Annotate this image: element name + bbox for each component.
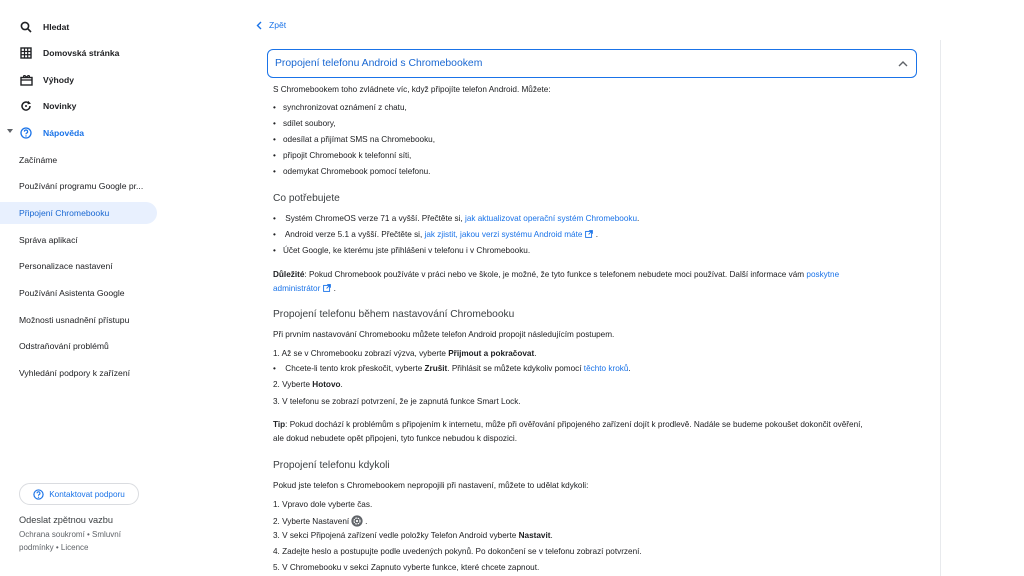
sidebar-item-accessibility[interactable]: Možnosti usnadnění přístupu [19,315,130,325]
sidebar-item-label: Výhody [43,75,75,85]
back-label: Zpět [269,20,287,30]
update-os-link[interactable]: jak aktualizovat operační systém Chromebooku [465,214,638,223]
admin-link-part1[interactable]: poskytne [806,270,840,279]
contact-support-label: Kontaktovat podporu [49,489,125,499]
later-step-2 [273,515,367,529]
step-end: . [534,349,537,358]
chevron-up-icon [898,60,908,67]
req2-end: . [595,230,599,239]
refresh-icon [19,99,33,113]
list-item: • připojit Chromebook k telefonní síti, [273,151,411,160]
home-grid-icon [19,46,33,60]
intro-text: S Chromebookem toho zvládnete víc, když připojíte telefon Android. Můžete: [273,85,551,94]
tip-text: : Pokud dochází k problémům s připojením k internetu, může při ověřování připojeného zařízení dojít k prodlevě. Nadále se budeme pokoušet dokončit ověření, [285,420,863,429]
setup-substep [273,364,631,373]
important-note-cont [273,284,336,294]
list-item: • sdílet soubory, [273,119,336,128]
sidebar-item-manage-apps[interactable]: Správa aplikací [19,235,78,245]
later-step-1: 1. Vpravo dole vyberte čas. [273,500,373,509]
accordion-header[interactable] [267,49,917,78]
sidebar-item-label: Nápověda [43,128,85,138]
these-steps-link[interactable]: těchto kroků [583,364,629,373]
setup-intro: Při prvním nastavování Chromebooku můžete telefon Android propojit následujícím postupem. [273,330,615,339]
later-step-4: 4. Zadejte heslo a postupujte podle uvedených pokynů. Po dokončení se v telefonu zobrazí potvrzení. [273,547,642,556]
android-version-link[interactable]: jak zjistit, jakou verzi systému Android máte [424,230,583,239]
list-item: • Účet Google, ke kterému jste přihlášeni v telefonu i v Chromebooku. [273,246,530,255]
send-feedback-link[interactable]: Odeslat zpětnou vazbu [19,515,113,525]
tip-label: Tip [273,420,286,429]
section-heading: Co potřebujete [273,193,340,204]
sidebar-item-label: Hledat [43,22,70,32]
sidebar-item-connect-chromebook[interactable]: Připojení Chromebooku [0,202,157,224]
step-text: 1. Až se v Chromebooku zobrazí výzva, vyberte [273,349,449,358]
important-note [273,270,839,279]
admin-link-part2[interactable]: administrátor [273,284,321,293]
back-link[interactable] [256,20,286,30]
sidebar [0,0,168,576]
step-text: 3. V sekci Připojená zařízení vedle položky Telefon Android vyberte [273,531,519,540]
sidebar-item-benefits[interactable] [0,67,160,93]
important-end: . [333,284,336,293]
sidebar-item-personalize[interactable]: Personalizace nastavení [19,261,113,271]
tip-note-cont: ale dokud nebudete opět připojeni, tyto funkce nebudou k dispozici. [273,434,517,443]
list-item: • odesílat a přijímat SMS na Chromebooku, [273,135,435,144]
sidebar-item-news[interactable] [0,93,160,119]
tip-note [273,420,863,429]
step-end: . [628,364,631,373]
list-item [273,230,598,240]
req1-text: Systém ChromeOS verze 71 a vyšší. Přečtěte si, [285,214,466,223]
setup-step-1 [273,349,536,358]
footer-links-line2[interactable]: podmínky • Licence [19,543,89,552]
list-item [273,214,639,223]
chevron-left-icon [256,21,262,30]
sidebar-item-search[interactable] [0,14,160,40]
important-label: Důležité [273,270,305,279]
list-item: • odemykat Chromebook pomocí telefonu. [273,167,430,176]
help-icon [19,126,33,140]
req1-end: . [637,214,640,223]
contact-support-button[interactable] [19,483,139,505]
step-end: . [340,380,343,389]
setup-step-3: 3. V telefonu se zobrazí potvrzení, že je zapnutá funkce Smart Lock. [273,397,521,406]
step-bold: Zrušit [424,364,448,373]
later-step-5: 5. V Chromebooku v sekci Zapnuto vyberte funkce, které chcete zapnout. [273,563,540,572]
setup-step-2 [273,380,343,389]
sidebar-item-help[interactable] [0,120,160,146]
sidebar-item-getting-started[interactable]: Začínáme [19,155,58,165]
step-end: . [550,531,553,540]
section-heading: Propojení telefonu kdykoli [273,460,390,471]
sidebar-item-device-support[interactable]: Vyhledání podpory k zařízení [19,368,130,378]
gear-icon [351,515,363,529]
content-divider [940,40,941,576]
chevron-down-icon[interactable] [7,129,13,133]
step-end: . [365,517,368,526]
footer-links-line1[interactable]: Ochrana soukromí • Smluvní [19,530,121,539]
sidebar-item-using-google[interactable]: Používání programu Google pr... [19,181,144,191]
sidebar-item-assistant[interactable]: Používání Asistenta Google [19,288,125,298]
gift-icon [19,73,33,87]
important-text: : Pokud Chromebook používáte v práci nebo ve škole, je možné, že tyto funkce s telefonem nebudete moci používat. Další informace vám [304,270,807,279]
external-link-icon [585,230,593,240]
search-icon [19,20,33,34]
step-bold: Nastavit [518,531,551,540]
sidebar-item-home[interactable] [0,40,160,66]
later-step-3 [273,531,553,540]
step-text: 2. Vyberte [273,380,313,389]
accordion-title: Propojení telefonu Android s Chromebookem [275,58,483,69]
step-bold: Hotovo [312,380,341,389]
step-text: 2. Vyberte Nastavení [273,517,350,526]
list-item: • synchronizovat oznámení z chatu, [273,103,407,112]
external-link-icon [323,284,331,294]
step-bold: Přijmout a pokračovat [448,349,535,358]
help-icon [33,489,44,500]
sidebar-item-label: Novinky [43,101,77,111]
step-text: . Přihlásit se můžete kdykoliv pomocí [447,364,584,373]
sidebar-item-troubleshooting[interactable]: Odstraňování problémů [19,341,109,351]
section-heading: Propojení telefonu během nastavování Chromebooku [273,309,515,320]
step-text: Chcete-li tento krok přeskočit, vyberte [285,364,425,373]
later-intro: Pokud jste telefon s Chromebookem nepropojili při nastavení, můžete to udělat kdykoli: [273,481,589,490]
req2-text: Android verze 5.1 a vyšší. Přečtěte si, [284,230,425,239]
sidebar-item-label: Domovská stránka [43,48,120,58]
